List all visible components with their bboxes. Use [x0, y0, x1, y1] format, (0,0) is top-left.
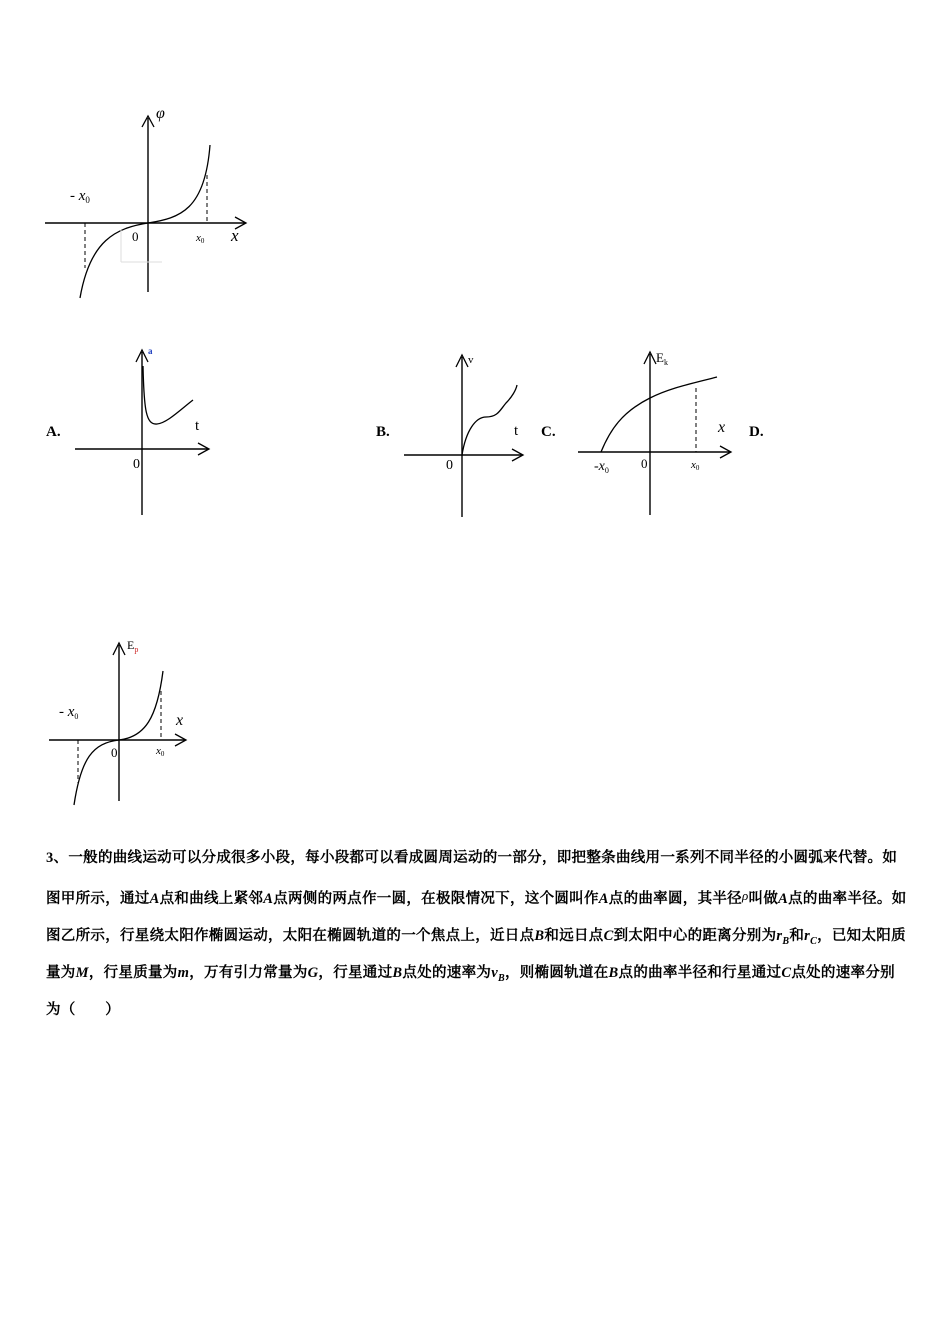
option-b-graph[interactable] [400, 345, 530, 520]
option-c-graph[interactable] [570, 340, 740, 520]
x0-label: x0 [156, 745, 165, 758]
neg-x0-label: $-x_0$ [594, 459, 609, 475]
neg-x0-label: - $x_0$ [59, 704, 79, 721]
y-label: $E_k$ [656, 350, 668, 367]
origin-label: 0 [446, 458, 453, 473]
x0-label: x0 [691, 459, 700, 472]
option-d-graph[interactable] [45, 633, 195, 813]
curve [143, 366, 193, 424]
curve-right [148, 145, 210, 223]
option-a-label[interactable]: A. [46, 424, 61, 440]
origin-label: 0 [111, 745, 118, 760]
origin-label: 0 [133, 457, 140, 472]
neg-x0-label: - $x_0$ [70, 188, 90, 205]
x-label: x [718, 419, 726, 436]
y-label: φ [156, 105, 165, 122]
option-a-graph[interactable] [70, 340, 220, 520]
y-label: v [468, 354, 474, 366]
curve-right [119, 671, 163, 740]
x0-label: x0 [196, 232, 205, 245]
problem-number: 3、 [46, 850, 69, 866]
problem-3-text: 3、一般的曲线运动可以分成很多小段，每小段都可以看成圆周运动的一部分，即把整条曲线用一系列不同半径的小圆弧来代替。如图甲所示，通过A点和曲线上紧邻A点两侧的两点作一圆，在极限情况下，这个圆叫作A点的曲率圆，其半径ρ叫做A点的曲率半径。如图乙所示，行星绕太阳作椭圆运动，太阳在椭圆轨道的一个焦点上，近日点B和远日点C到太阳中心的距离分别为$r_B$和$r_C$，已知太阳质量为M，行星质量为m，万有引力常量为G，行星通过B点处的速率为$v_B$，则椭圆轨道在B点的曲率半径和行星通过C点处的速率分别为（ ） [46, 850, 907, 1018]
rho-symbol: ρ [741, 888, 749, 903]
origin-label: 0 [132, 229, 139, 244]
x-label: x [231, 226, 239, 245]
x-label: t [195, 418, 200, 434]
option-d-label[interactable]: D. [749, 424, 764, 440]
x-label: x [176, 712, 184, 729]
option-b-label[interactable]: B. [376, 424, 390, 440]
origin-label: 0 [641, 456, 648, 471]
y-label: a [148, 346, 153, 356]
y-label: $E_p$ [127, 638, 139, 654]
x-label: t [514, 423, 519, 439]
option-c-label[interactable]: C. [541, 424, 556, 440]
curve [601, 377, 717, 452]
curve [462, 385, 517, 455]
phi-x-graph [40, 100, 260, 305]
